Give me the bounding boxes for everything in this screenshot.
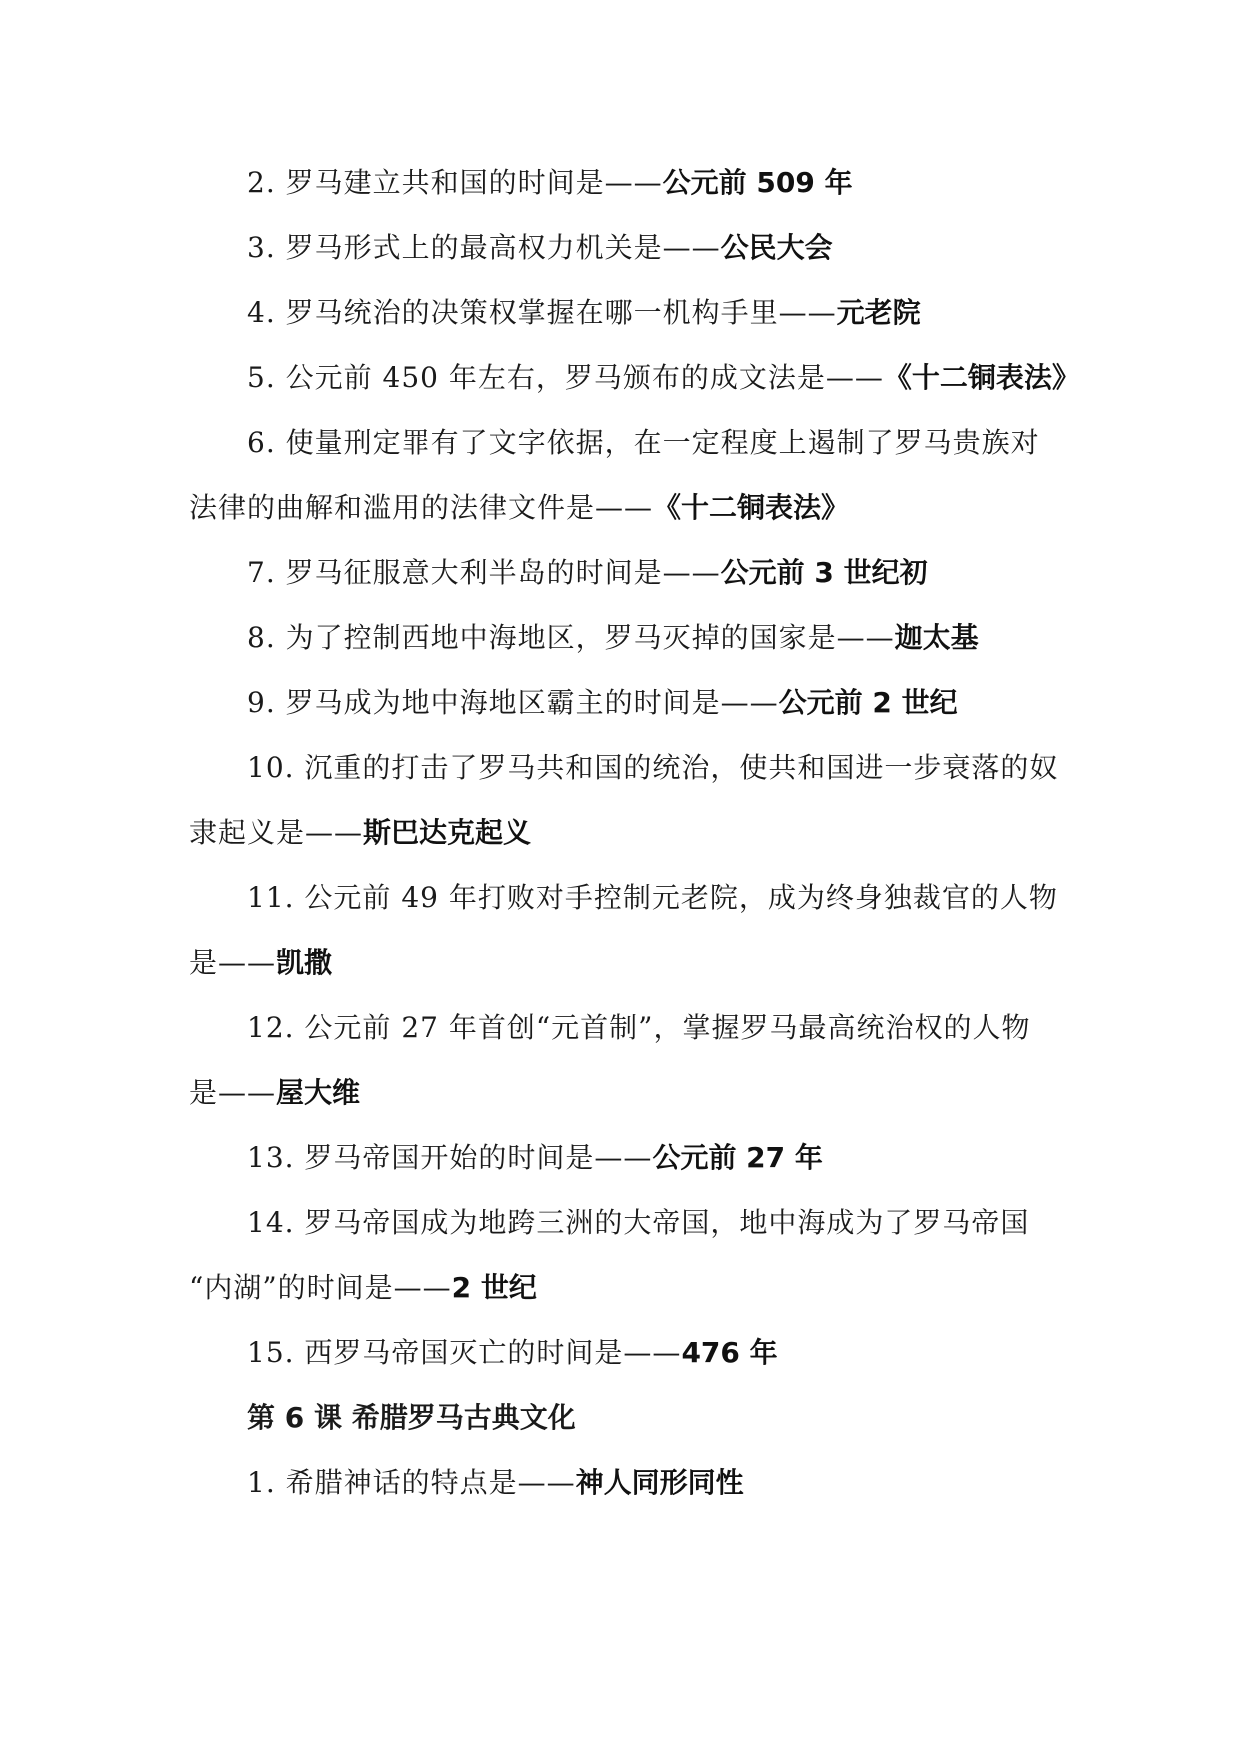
list-item-line-2 bbox=[189, 800, 1059, 865]
answer-text: 斯巴达克起义 bbox=[363, 816, 532, 849]
question-text: 12. 公元前 27 年首创“元首制”，掌握罗马最高统治权的人物 bbox=[247, 1011, 1031, 1044]
answer-text: 神人同形同性 bbox=[575, 1466, 744, 1499]
question-text: 隶起义是—— bbox=[189, 816, 364, 849]
answer-text: 公元前 3 世纪初 bbox=[720, 556, 928, 589]
question-text: “内湖”的时间是—— bbox=[189, 1271, 452, 1304]
question-text: 8. 为了控制西地中海地区，罗马灭掉的国家是—— bbox=[247, 621, 895, 654]
list-item bbox=[189, 670, 1059, 735]
answer-text: 《十二铜表法》 bbox=[883, 361, 1080, 394]
question-text: 11. 公元前 49 年打败对手控制元老院，成为终身独裁官的人物 bbox=[247, 881, 1058, 914]
question-text: 是—— bbox=[189, 1076, 277, 1109]
list-item bbox=[189, 215, 1059, 280]
list-item-line-2 bbox=[189, 930, 1059, 995]
answer-text: 2 世纪 bbox=[451, 1271, 537, 1304]
list-item-line-1 bbox=[189, 735, 1059, 800]
question-text: 15. 西罗马帝国灭亡的时间是—— bbox=[247, 1336, 682, 1369]
answer-text: 公元前 509 年 bbox=[662, 166, 853, 199]
question-text: 14. 罗马帝国成为地跨三洲的大帝国，地中海成为了罗马帝国 bbox=[247, 1206, 1030, 1239]
answer-text: 迦太基 bbox=[894, 621, 979, 654]
list-item bbox=[189, 345, 1080, 410]
answer-text: 476 年 bbox=[681, 1336, 778, 1369]
question-text: 7. 罗马征服意大利半岛的时间是—— bbox=[247, 556, 721, 589]
list-item-line-1 bbox=[189, 865, 1059, 930]
list-item-line-1 bbox=[189, 1190, 1059, 1255]
question-text: 9. 罗马成为地中海地区霸主的时间是—— bbox=[247, 686, 779, 719]
list-item-line-1 bbox=[189, 995, 1059, 1060]
question-text: 法律的曲解和滥用的法律文件是—— bbox=[189, 491, 654, 524]
list-item bbox=[189, 605, 1059, 670]
question-text: 是—— bbox=[189, 946, 277, 979]
list-item bbox=[189, 1125, 1059, 1190]
answer-text: 元老院 bbox=[836, 296, 921, 329]
answer-text: 《十二铜表法》 bbox=[653, 491, 850, 524]
list-item-line-2 bbox=[189, 1060, 1059, 1125]
document-content bbox=[189, 150, 1080, 1515]
question-text: 13. 罗马帝国开始的时间是—— bbox=[247, 1141, 653, 1174]
answer-text: 公民大会 bbox=[720, 231, 833, 264]
lesson-heading-text: 第 6 课 希腊罗马古典文化 bbox=[247, 1401, 576, 1434]
list-item bbox=[189, 1450, 1059, 1515]
question-text: 10. 沉重的打击了罗马共和国的统治，使共和国进一步衰落的奴 bbox=[247, 751, 1059, 784]
answer-text: 公元前 27 年 bbox=[652, 1141, 823, 1174]
list-item bbox=[189, 280, 1059, 345]
answer-text: 屋大维 bbox=[276, 1076, 361, 1109]
answer-text: 公元前 2 世纪 bbox=[778, 686, 958, 719]
question-text: 4. 罗马统治的决策权掌握在哪一机构手里—— bbox=[247, 296, 837, 329]
list-item-line-2 bbox=[189, 475, 1059, 540]
list-item-line-1 bbox=[189, 410, 1059, 475]
question-text: 2. 罗马建立共和国的时间是—— bbox=[247, 166, 663, 199]
question-text: 3. 罗马形式上的最高权力机关是—— bbox=[247, 231, 721, 264]
answer-text: 凯撒 bbox=[276, 946, 333, 979]
question-text: 1. 希腊神话的特点是—— bbox=[247, 1466, 576, 1499]
question-text: 6. 使量刑定罪有了文字依据，在一定程度上遏制了罗马贵族对 bbox=[247, 426, 1040, 459]
question-text: 5. 公元前 450 年左右，罗马颁布的成文法是—— bbox=[247, 361, 884, 394]
list-item bbox=[189, 540, 1059, 605]
list-item bbox=[189, 150, 1059, 215]
list-item-line-2 bbox=[189, 1255, 1059, 1320]
lesson-heading bbox=[189, 1385, 1059, 1450]
list-item bbox=[189, 1320, 1059, 1385]
